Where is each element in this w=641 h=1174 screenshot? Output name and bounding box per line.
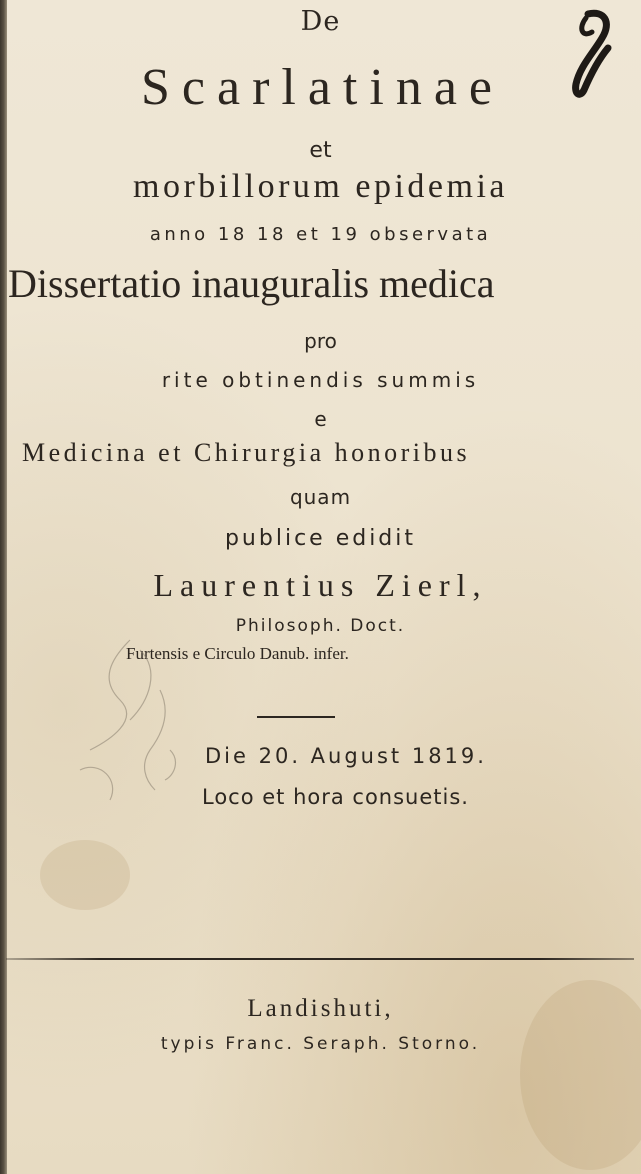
place-and-time: Loco et hora consuetis. <box>202 785 469 809</box>
author-name: Laurentius Zierl, <box>153 567 488 603</box>
author-degree: Philosoph. Doct. <box>235 616 406 636</box>
word-quam: quam <box>289 485 352 509</box>
ornament-flourish <box>70 630 220 830</box>
author-origin: Furtensis e Circulo Danub. infer. <box>126 644 349 663</box>
dissertation-type: Dissertatio inauguralis medica <box>8 261 495 306</box>
faculty-line: Medicina et Chirurgia honoribus <box>22 438 471 467</box>
subtitle-morbillorum: morbillorum epidemia <box>133 168 508 205</box>
conjunction-et: et <box>309 138 332 163</box>
long-divider <box>6 958 634 960</box>
short-divider <box>257 716 335 718</box>
observation-years: anno 18 18 et 19 observata <box>149 224 492 245</box>
publication-line: publice edidit <box>224 526 417 551</box>
purpose-line: rite obtinendis summis <box>161 368 480 392</box>
word-pro: pro <box>304 329 337 353</box>
defense-date: Die 20. August 1819. <box>205 744 487 768</box>
main-title: Scarlatinae <box>141 59 504 116</box>
paper-stain <box>40 840 130 910</box>
title-prefix: De <box>300 6 341 37</box>
imprint-printer: typis Franc. Seraph. Storno. <box>160 1034 481 1054</box>
imprint-city: Landishuti, <box>247 995 394 1022</box>
word-e: e <box>314 407 327 431</box>
